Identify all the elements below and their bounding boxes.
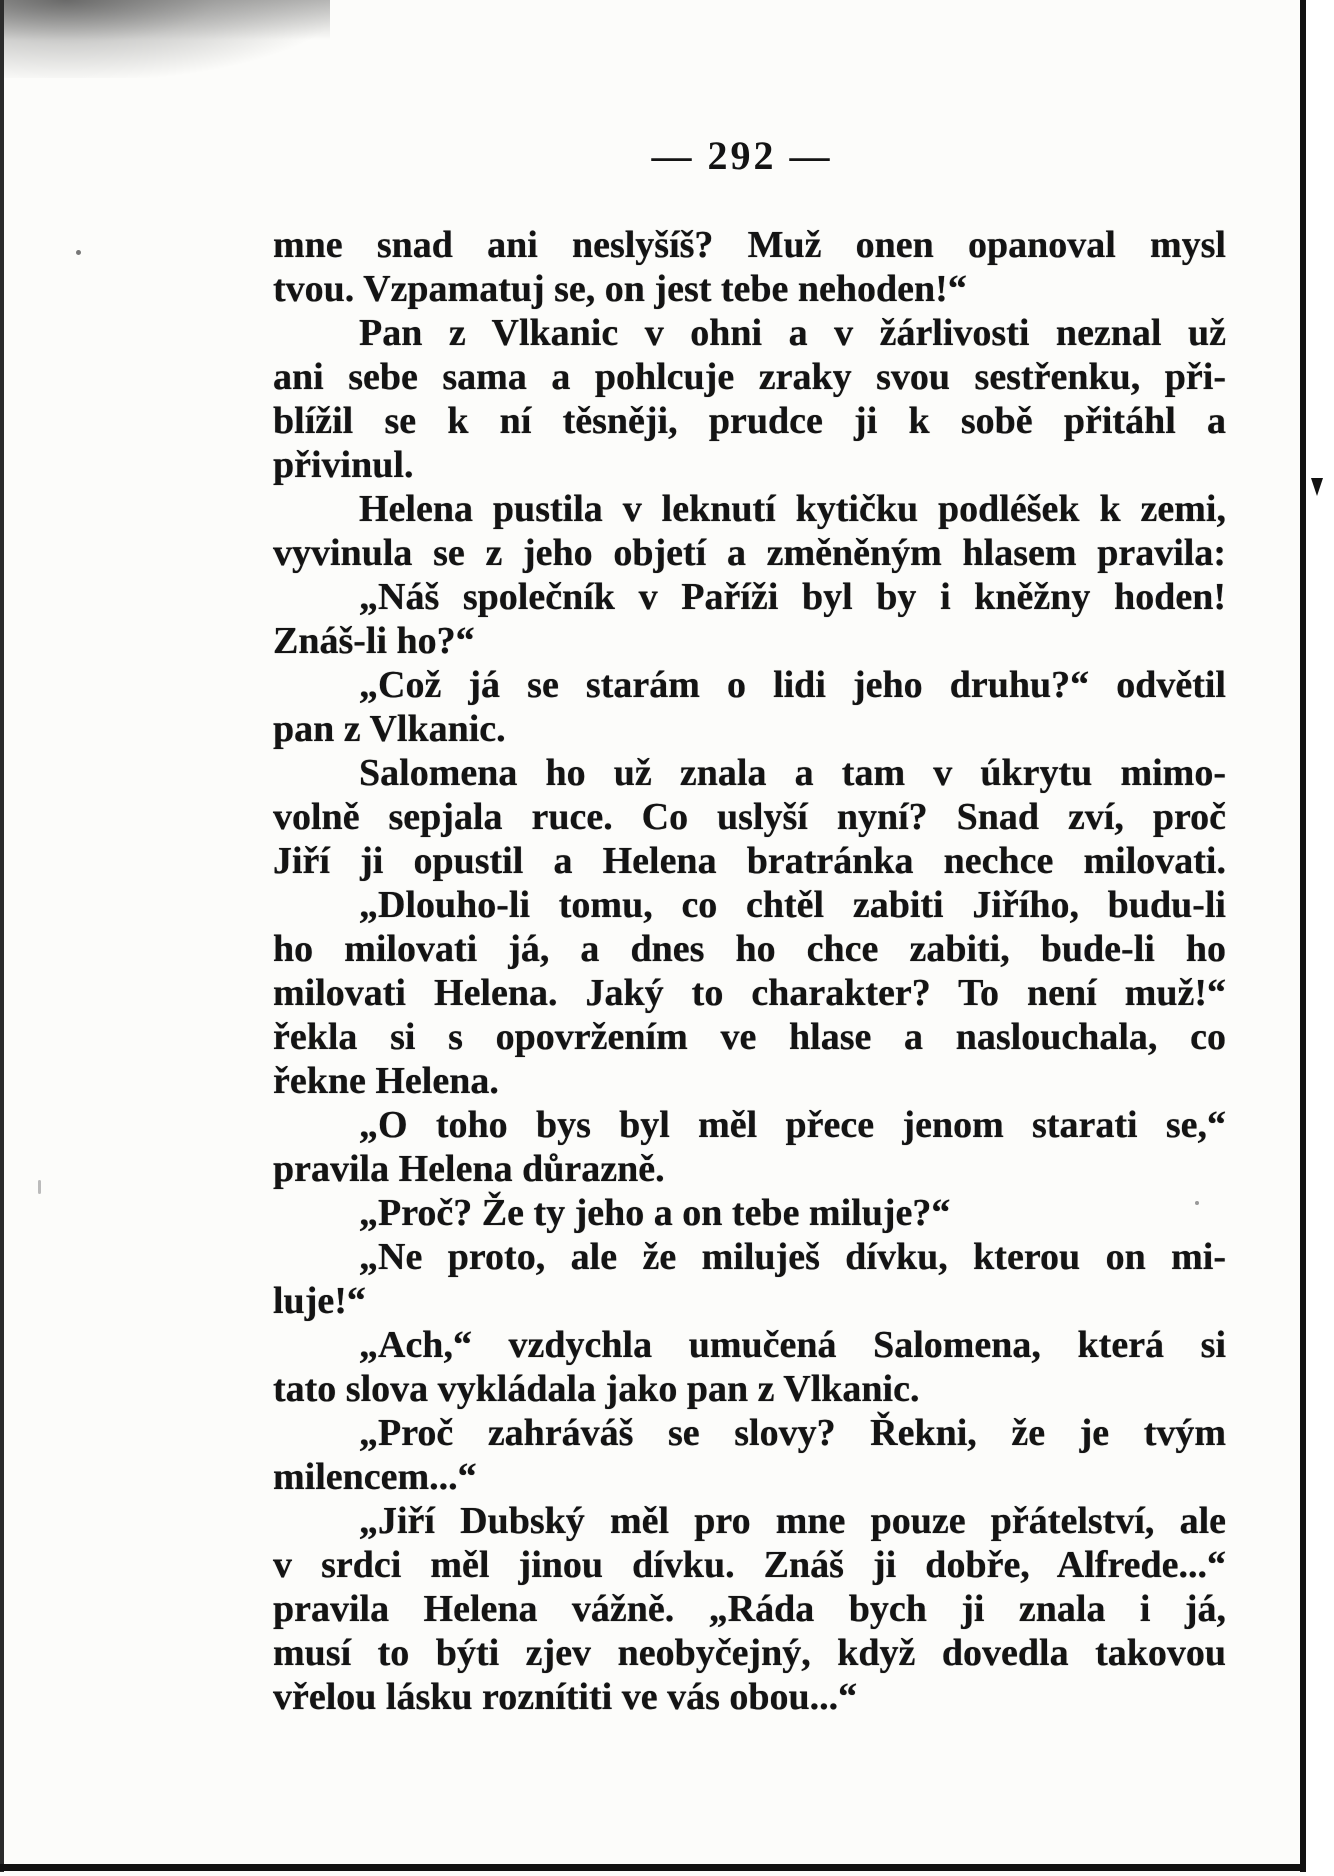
text-line: pravila Helena vážně. „Ráda bych ji znala i já, [273, 1588, 1226, 1630]
scan-smudge [0, 0, 330, 78]
paragraph [273, 1499, 1226, 1719]
text-line: mne snad ani neslyšíš? Muž onen opanoval mysl [273, 224, 1226, 266]
page-number: — 292 — [651, 133, 833, 178]
text-line: Helena pustila v leknutí kytičku podléšek k zemi, [359, 488, 1226, 530]
text-line: Pan z Vlkanic v ohni a v žárlivosti neznal už [359, 312, 1226, 354]
text-line: ho milovati já, a dnes ho chce zabiti, bude-li ho [273, 928, 1226, 970]
text-line: „Ach,“ vzdychla umučená Salomena, která si [359, 1324, 1226, 1366]
text-line: tato slova vykládala jako pan z Vlkanic. [273, 1368, 920, 1410]
scan-margin [1306, 0, 1334, 1876]
body-text [273, 223, 1226, 1719]
text-line: Znáš-li ho?“ [273, 620, 475, 662]
paragraph [273, 575, 1226, 663]
text-line: „Což já se starám o lidi jeho druhu?“ odvětil [359, 664, 1226, 706]
text-line: ani sebe sama a pohlcuje zraky svou sestřenku, při- [273, 356, 1226, 398]
text-line: „O toho bys byl měl přece jenom starati se,“ [359, 1104, 1226, 1146]
paragraph [273, 751, 1226, 883]
paragraph [273, 487, 1226, 575]
margin-mark [1311, 478, 1323, 496]
text-line: Salomena ho už znala a tam v úkrytu mimo- [359, 752, 1226, 794]
paragraph [273, 663, 1226, 751]
scan-speck [38, 1180, 41, 1194]
paragraph [273, 311, 1226, 487]
text-line: volně sepjala ruce. Co uslyší nyní? Snad zví, proč [273, 796, 1226, 838]
text-line: musí to býti zjev neobyčejný, když dovedla takovou [273, 1632, 1226, 1674]
text-line: v srdci měl jinou dívku. Znáš ji dobře, Alfrede...“ [273, 1544, 1226, 1586]
text-line: „Proč zahráváš se slovy? Řekni, že je tvým [359, 1412, 1226, 1454]
paragraph [273, 1323, 1226, 1411]
text-line: blížil se k ní těsněji, prudce ji k sobě přitáhl a [273, 400, 1226, 442]
text-line: vyvinula se z jeho objetí a změněným hlasem pravila: [273, 532, 1226, 574]
text-line: „Jiří Dubský měl pro mne pouze přátelství, ale [359, 1500, 1226, 1542]
page-edge-bottom [0, 1864, 1306, 1871]
paragraph [273, 1411, 1226, 1499]
page-edge-left [0, 0, 4, 1872]
text-line: Jiří ji opustil a Helena bratránka nechce milovati. [273, 840, 1226, 882]
text-line: luje!“ [273, 1280, 366, 1322]
scan-speck [76, 250, 81, 255]
text-line: pravila Helena důrazně. [273, 1148, 665, 1190]
text-line: „Náš společník v Paříži byl by i kněžny hoden! [359, 576, 1226, 618]
text-line: tvou. Vzpamatuj se, on jest tebe nehoden!“ [273, 268, 967, 310]
text-line: řekla si s opovržením ve hlase a naslouchala, co [273, 1016, 1226, 1058]
text-line: „Dlouho-li tomu, co chtěl zabiti Jiřího, budu-li [359, 884, 1226, 926]
paragraph [273, 223, 1226, 311]
text-line: přivinul. [273, 444, 414, 486]
text-line: pan z Vlkanic. [273, 708, 506, 750]
text-line: vřelou lásku roznítiti ve vás obou...“ [273, 1676, 858, 1718]
text-line: milencem...“ [273, 1456, 477, 1498]
paragraph [273, 1191, 1226, 1235]
paragraph [273, 883, 1226, 1103]
text-line: „Ne proto, ale že miluješ dívku, kterou on mi- [359, 1236, 1226, 1278]
text-line: „Proč? Že ty jeho a on tebe miluje?“ [359, 1192, 951, 1234]
paragraph [273, 1103, 1226, 1191]
text-line: řekne Helena. [273, 1060, 499, 1102]
paragraph [273, 1235, 1226, 1323]
text-line: milovati Helena. Jaký to charakter? To není muž!“ [273, 972, 1226, 1014]
